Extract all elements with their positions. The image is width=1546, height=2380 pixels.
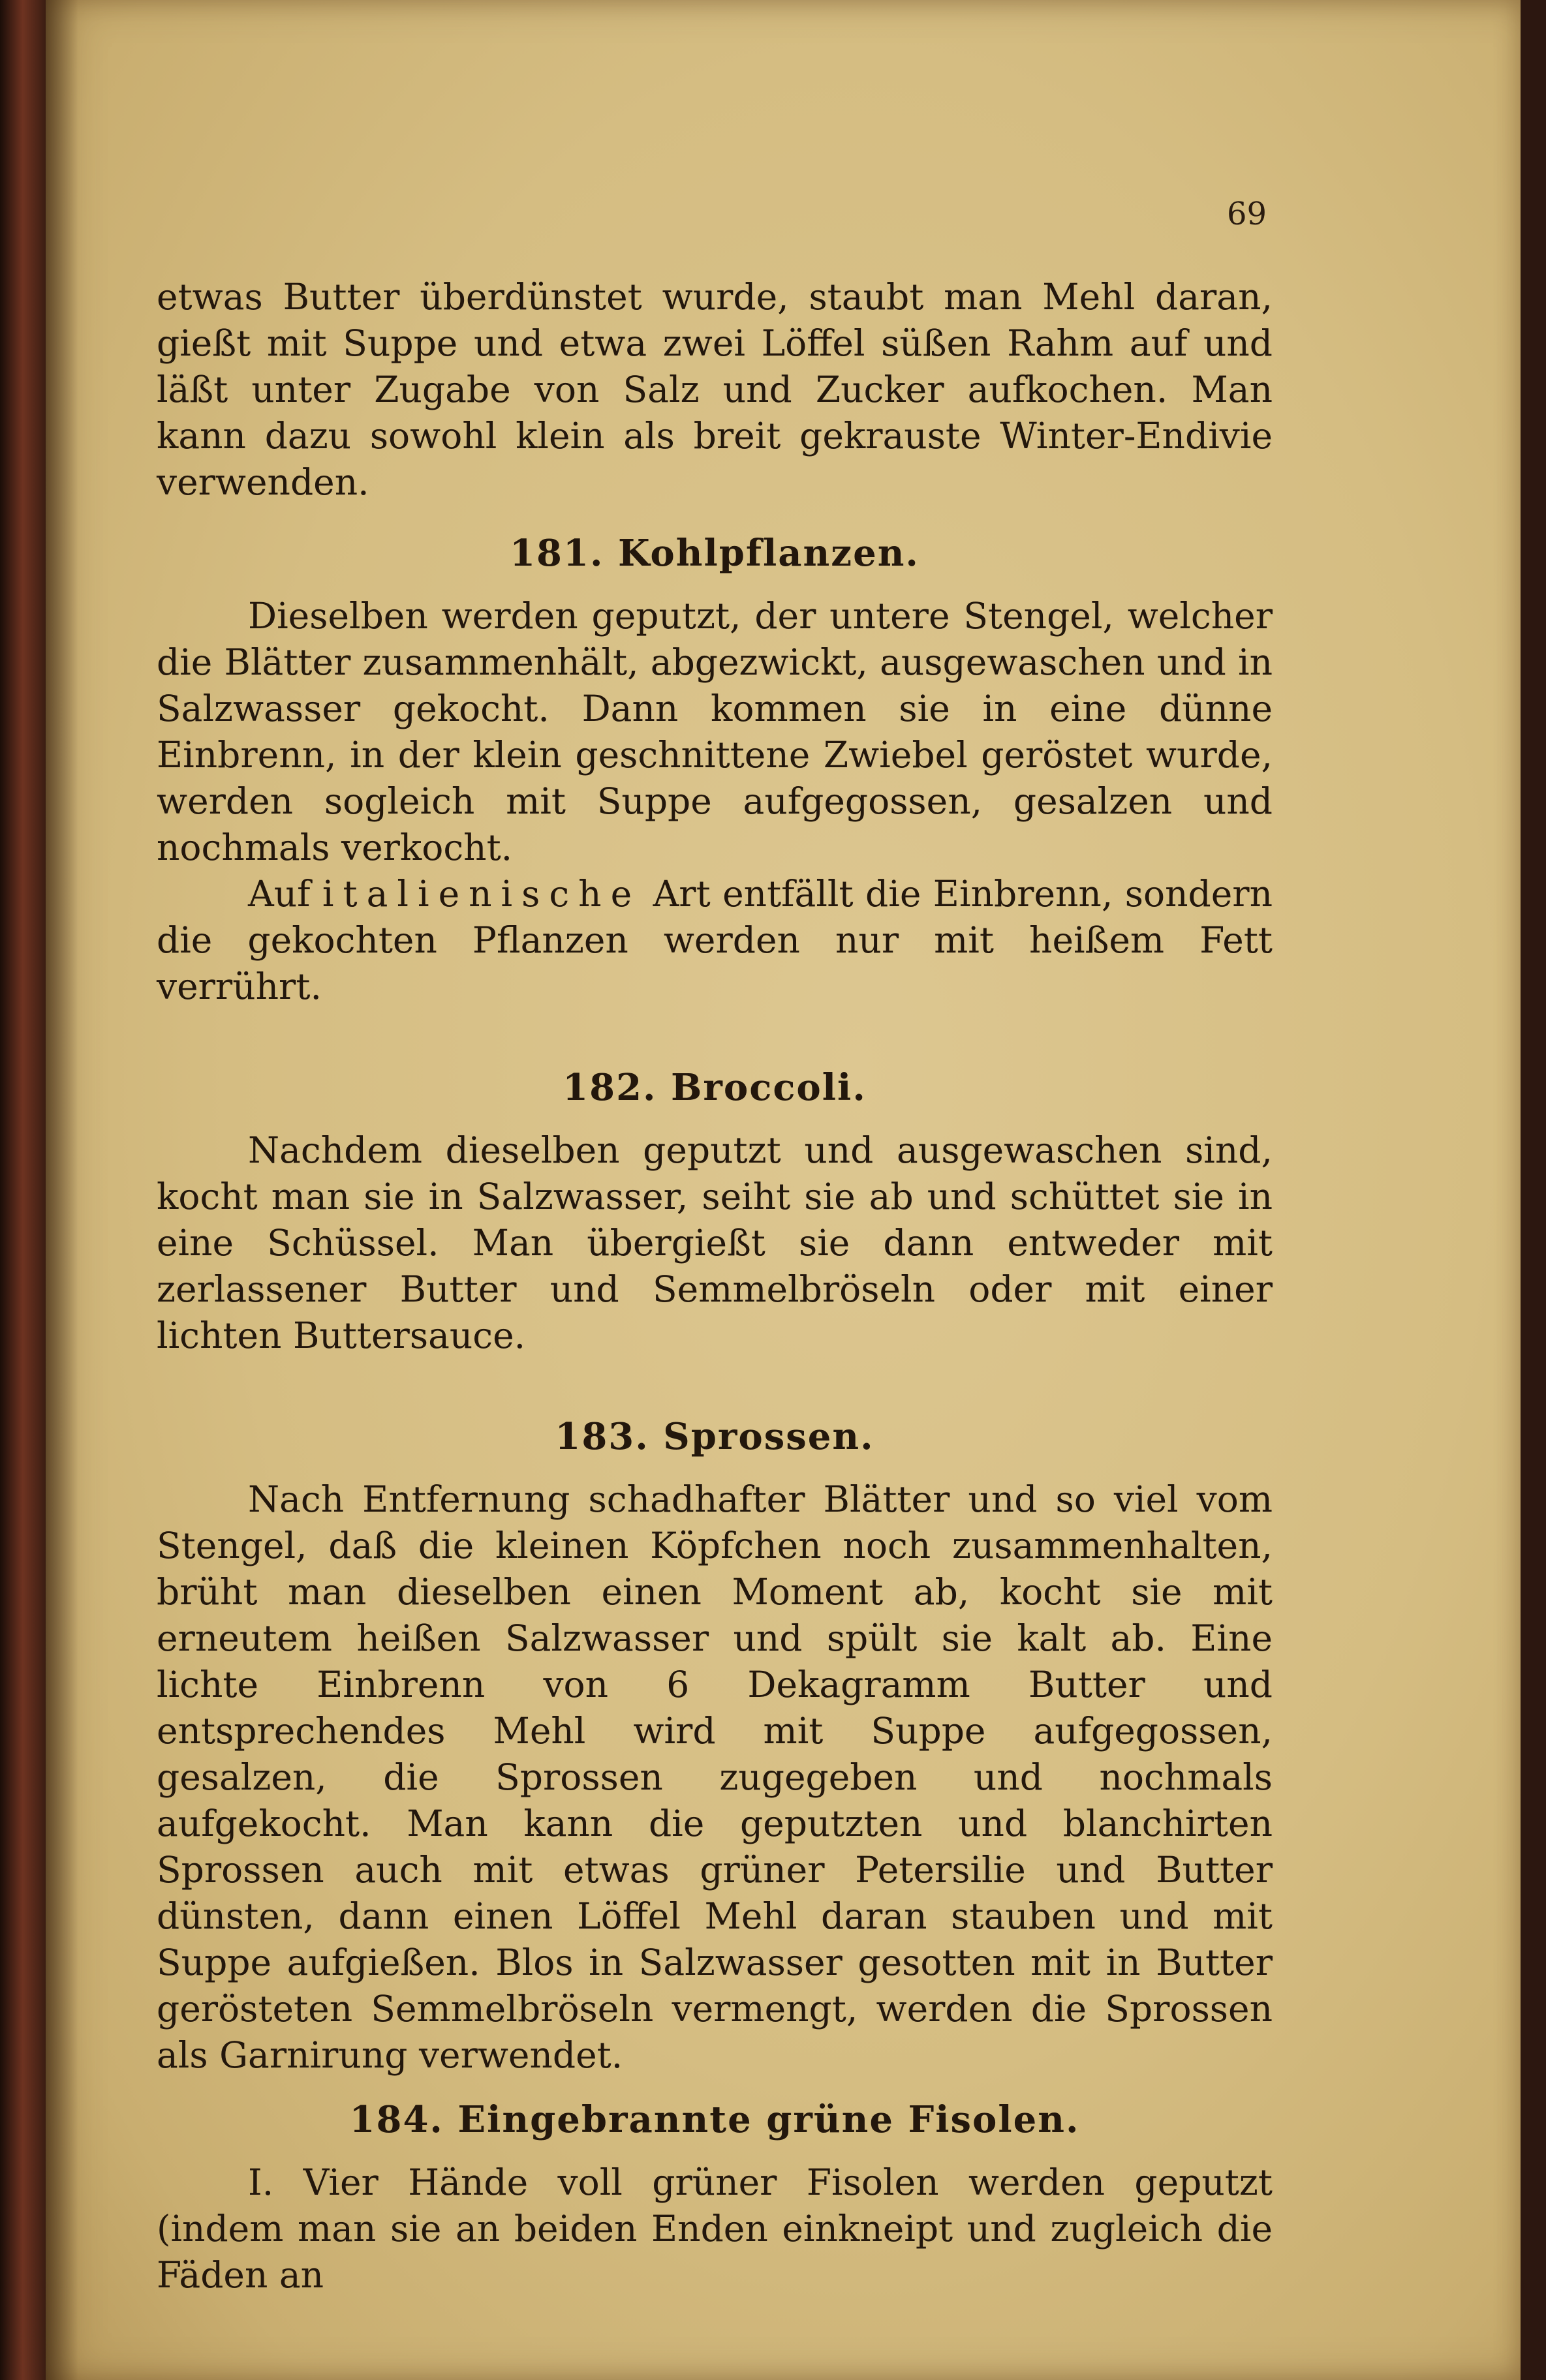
book-gutter: [0, 0, 46, 2380]
heading-184: 184. Eingebrannte grüne Fisolen.: [349, 2098, 1080, 2141]
paragraph-182: Nachdem dieselben geputzt und ausgewaschen sind, kocht man sie in Salzwasser, seiht sie ab und schüttet sie in eine Schüssel. Man übergießt sie dann entweder mit zerlassener Butter und Semmelbröseln oder mit einer lichten Buttersauce.: [157, 1129, 1273, 1356]
heading-183: 183. Sprossen.: [555, 1415, 874, 1458]
paragraph-181-b: [157, 871, 1273, 1010]
text-spaced: italienische: [322, 873, 642, 915]
text-before-spaced: Auf: [248, 873, 322, 915]
spine-shadow: [46, 0, 78, 2380]
paragraph-183: Nach Entfernung schadhafter Blätter und so viel vom Stengel, daß die kleinen Köpfchen noch zusammenhalten, brüht man dieselben einen Moment ab, kocht sie mit erneutem heißen Salzwasser und spült sie kalt ab. Eine lichte Einbrenn von 6 Dekagramm Butter und entsprechendes Mehl wird mit Suppe aufgegossen, gesalzen, die Sprossen zugegeben und nochmals aufgekocht. Man kann die geputzten und blanchirten Sprossen auch mit etwas grüner Petersilie und Butter dünsten, dann einen Löffel Mehl daran stauben und mit Suppe aufgießen. Blos in Salzwasser gesotten mit in Butter gerösteten Semmelbröseln vermengt, werden die Sprossen als Garnirung verwendet.: [157, 1478, 1273, 2076]
page-number: 69: [1227, 196, 1267, 232]
paragraph-181-a: Dieselben werden geputzt, der untere Stengel, welcher die Blätter zusammenhält, abgezwickt, ausgewaschen und in Salzwasser gekocht. Dann kommen sie in eine dünne Einbrenn, in der klein geschnittene Zwiebel geröstet wurde, werden sogleich mit Suppe aufgegossen, gesalzen und nochmals verkocht.: [157, 595, 1273, 868]
heading-182: 182. Broccoli.: [563, 1066, 867, 1109]
text-after-spaced: Art entfällt die Einbrenn, sondern die gekochten Pflanzen werden nur mit heißem Fett verrührt.: [157, 873, 1273, 1007]
heading-181: 181. Kohlpflanzen.: [510, 532, 920, 575]
page-text: [157, 274, 1273, 2298]
paragraph-184: I. Vier Hände voll grüner Fisolen werden geputzt (indem man sie an beiden Enden einkneipt und zugleich die Fäden an: [157, 2161, 1273, 2296]
paragraph-continuation: etwas Butter überdünstet wurde, staubt man Mehl daran, gießt mit Suppe und etwa zwei Löffel süßen Rahm auf und läßt unter Zugabe von Salz und Zucker aufkochen. Man kann dazu sowohl klein als breit gekrauste Winter-Endivie verwenden.: [157, 276, 1273, 503]
